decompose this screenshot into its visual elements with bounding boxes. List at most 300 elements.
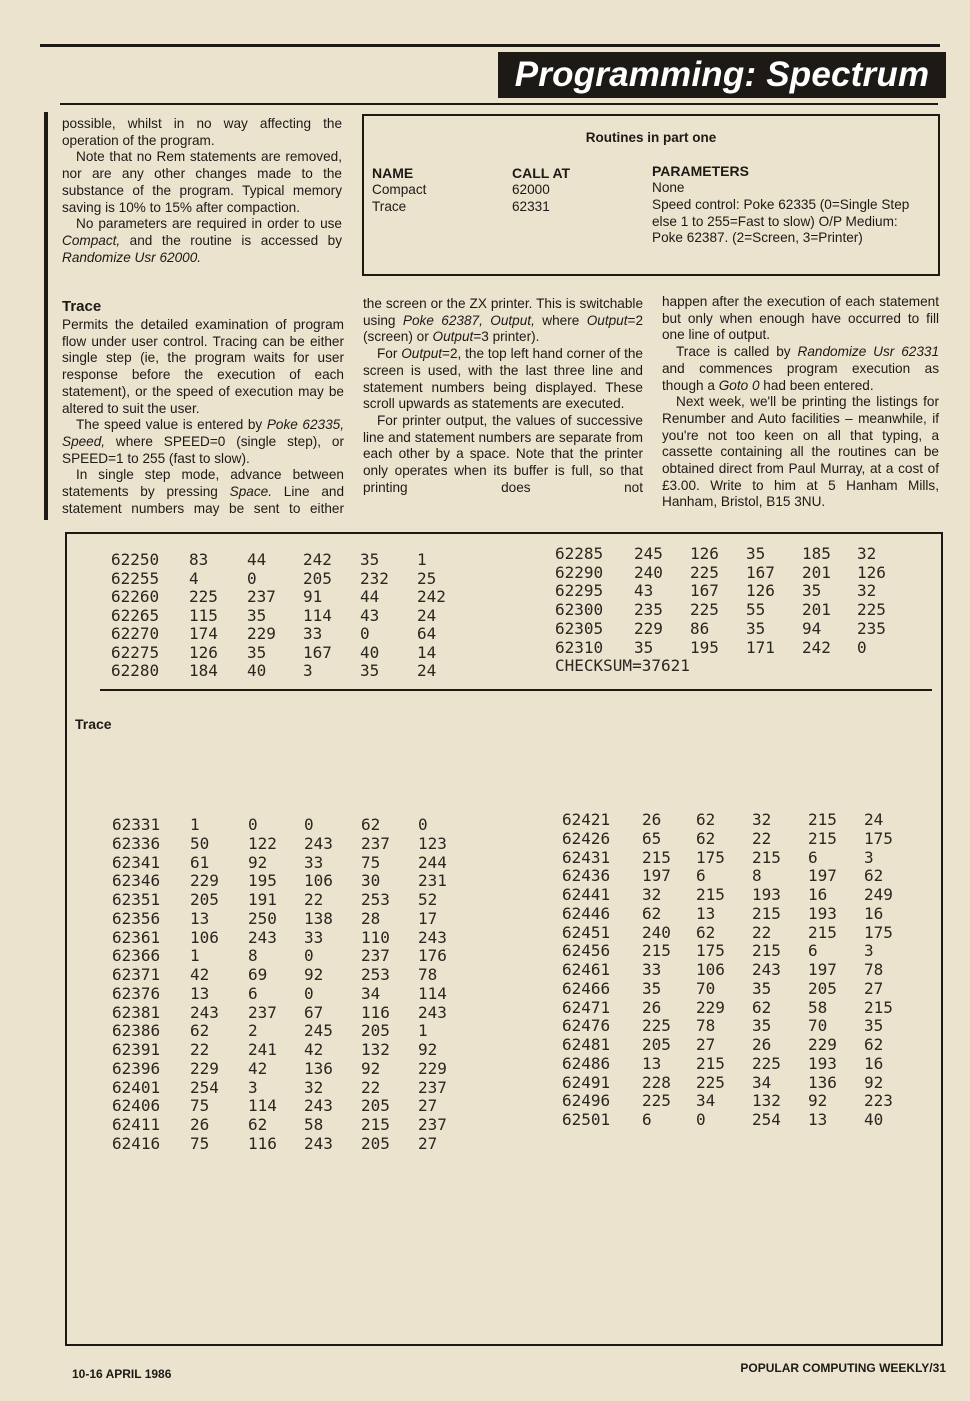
line-address: 62491 xyxy=(562,1072,611,1092)
byte-value: 245 xyxy=(304,1021,333,1041)
byte-value: 195 xyxy=(248,871,277,891)
line-address: 62391 xyxy=(112,1040,161,1059)
byte-value: 35 xyxy=(642,978,662,998)
byte-value: 35 xyxy=(802,581,822,601)
line-address: 62456 xyxy=(562,941,611,961)
byte-value: 253 xyxy=(361,965,390,984)
byte-value: 0 xyxy=(304,983,314,1003)
byte-value: 205 xyxy=(361,1096,390,1116)
byte-value: 205 xyxy=(808,978,837,998)
byte-value: 242 xyxy=(417,587,446,606)
line-address: 62421 xyxy=(562,810,611,829)
byte-value: 126 xyxy=(189,642,218,662)
byte-value: 32 xyxy=(857,581,877,601)
line-address: 62371 xyxy=(112,965,161,984)
byte-value: 28 xyxy=(361,908,381,928)
byte-value: 215 xyxy=(864,997,893,1017)
line-address: 62416 xyxy=(112,1133,161,1153)
trace-heading: Trace xyxy=(62,298,102,315)
line-address: 62290 xyxy=(555,562,604,582)
line-address: 62466 xyxy=(562,978,611,998)
byte-value: 237 xyxy=(418,1077,447,1097)
byte-value: 225 xyxy=(690,562,719,582)
byte-value: 86 xyxy=(690,618,710,638)
byte-value: 35 xyxy=(247,605,267,625)
line-address: 62476 xyxy=(562,1016,611,1036)
byte-value: 61 xyxy=(190,852,210,872)
trace-paragraph-2: The speed value is entered by Poke 62335, Speed, where SPEED=0 (single step), or SPEED=1 to 255 (fast to slow). xyxy=(62,417,344,466)
byte-value: 35 xyxy=(634,637,654,657)
byte-value: 1 xyxy=(417,550,427,569)
byte-value: 4 xyxy=(189,568,199,588)
routine-name: Compact xyxy=(372,182,427,197)
byte-value: 175 xyxy=(864,922,893,942)
byte-value: 197 xyxy=(808,866,837,886)
byte-value: 22 xyxy=(304,890,324,909)
byte-value: 27 xyxy=(864,978,884,998)
byte-value: 205 xyxy=(303,568,332,588)
byte-value: 237 xyxy=(361,833,390,853)
byte-value: 62 xyxy=(864,866,884,886)
byte-value: 205 xyxy=(642,1035,671,1054)
byte-value: 116 xyxy=(248,1133,277,1153)
byte-value: 191 xyxy=(248,890,277,909)
byte-value: 62 xyxy=(696,828,716,848)
byte-value: 44 xyxy=(247,550,267,569)
routine-name: Trace xyxy=(372,199,407,214)
byte-value: 176 xyxy=(418,946,447,966)
byte-value: 0 xyxy=(304,815,314,834)
byte-value: 6 xyxy=(808,847,818,867)
byte-value: 58 xyxy=(808,997,828,1017)
byte-value: 62 xyxy=(696,810,716,829)
line-address: 62496 xyxy=(562,1091,611,1111)
byte-value: 33 xyxy=(304,852,324,872)
byte-value: 62 xyxy=(248,1115,268,1134)
byte-value: 243 xyxy=(418,927,447,947)
byte-value: 240 xyxy=(642,922,671,942)
middle-paragraph-3: For printer output, the values of successive line and statement numbers are separate from each other by a space. Note that the printer only operates when its buffer is full, so that printing does not xyxy=(363,412,643,495)
banner-under-rule xyxy=(60,103,938,105)
byte-value: 215 xyxy=(808,922,837,942)
byte-value: 62 xyxy=(361,815,381,834)
routine-parameters: None xyxy=(652,180,685,195)
byte-value: 13 xyxy=(642,1053,662,1073)
byte-value: 35 xyxy=(247,642,267,662)
byte-value: 244 xyxy=(418,852,447,872)
byte-value: 8 xyxy=(248,946,258,966)
byte-value: 92 xyxy=(248,852,268,872)
byte-value: 16 xyxy=(864,1053,884,1073)
line-address: 62310 xyxy=(555,637,604,657)
byte-value: 225 xyxy=(752,1053,781,1073)
byte-value: 62 xyxy=(642,903,662,923)
routine-call-at: 62000 xyxy=(512,182,550,197)
byte-value: 245 xyxy=(634,544,663,563)
line-address: 62255 xyxy=(111,568,160,588)
byte-value: 126 xyxy=(746,581,775,601)
byte-value: 243 xyxy=(304,833,333,853)
byte-value: 62 xyxy=(864,1035,884,1054)
byte-value: 92 xyxy=(361,1058,381,1078)
intro-column xyxy=(62,116,342,266)
byte-value: 243 xyxy=(190,1002,219,1022)
byte-value: 26 xyxy=(752,1035,772,1054)
line-address: 62366 xyxy=(112,946,161,966)
byte-value: 40 xyxy=(864,1110,884,1129)
byte-value: 243 xyxy=(418,1002,447,1022)
byte-value: 0 xyxy=(247,568,257,588)
byte-value: 44 xyxy=(360,587,380,606)
line-address: 62446 xyxy=(562,903,611,923)
byte-value: 64 xyxy=(417,624,437,643)
byte-value: 35 xyxy=(360,661,380,680)
byte-value: 122 xyxy=(248,833,277,853)
byte-value: 27 xyxy=(696,1035,716,1054)
byte-value: 43 xyxy=(360,605,380,625)
byte-value: 123 xyxy=(418,833,447,853)
byte-value: 215 xyxy=(642,941,671,961)
byte-value: 34 xyxy=(361,983,381,1003)
byte-value: 184 xyxy=(189,661,218,680)
byte-value: 215 xyxy=(752,847,781,867)
byte-value: 136 xyxy=(808,1072,837,1092)
byte-value: 3 xyxy=(303,661,313,680)
byte-value: 70 xyxy=(808,1016,828,1036)
line-address: 62280 xyxy=(111,661,160,680)
byte-value: 83 xyxy=(189,550,209,569)
byte-value: 167 xyxy=(303,642,332,662)
byte-value: 106 xyxy=(190,927,219,947)
byte-value: 8 xyxy=(752,866,762,886)
byte-value: 43 xyxy=(634,581,654,601)
intro-paragraph-3: No parameters are required in order to use Compact, and the routine is accessed by Randomize Usr 62000. xyxy=(62,216,342,265)
line-address: 62386 xyxy=(112,1021,161,1041)
byte-value: 237 xyxy=(248,1002,277,1022)
byte-value: 201 xyxy=(802,562,831,582)
byte-value: 1 xyxy=(190,946,200,966)
byte-value: 254 xyxy=(190,1077,219,1097)
byte-value: 75 xyxy=(361,852,381,872)
line-address: 62401 xyxy=(112,1077,161,1097)
byte-value: 132 xyxy=(752,1091,781,1111)
byte-value: 215 xyxy=(808,828,837,848)
byte-value: 193 xyxy=(752,885,781,904)
byte-value: 13 xyxy=(190,983,210,1003)
byte-value: 132 xyxy=(361,1040,390,1059)
line-address: 62295 xyxy=(555,581,604,601)
line-address: 62275 xyxy=(111,642,160,662)
byte-value: 65 xyxy=(642,828,662,848)
line-address: 62426 xyxy=(562,828,611,848)
byte-value: 3 xyxy=(864,941,874,961)
byte-value: 225 xyxy=(690,600,719,620)
line-address: 62346 xyxy=(112,871,161,891)
byte-value: 215 xyxy=(642,847,671,867)
byte-value: 110 xyxy=(361,927,390,947)
byte-value: 116 xyxy=(361,1002,390,1022)
byte-value: 114 xyxy=(248,1096,277,1116)
byte-value: 78 xyxy=(418,965,438,984)
byte-value: 197 xyxy=(642,866,671,886)
line-address: 62406 xyxy=(112,1096,161,1116)
byte-value: 228 xyxy=(642,1072,671,1092)
middle-paragraph-2: For Output=2, the top left hand corner of the screen is used, with the last three line and statement numbers being displayed. These scroll upwards as statements are executed. xyxy=(363,346,643,412)
byte-value: 225 xyxy=(696,1072,725,1092)
byte-value: 3 xyxy=(248,1077,258,1097)
byte-value: 78 xyxy=(864,960,884,979)
byte-value: 40 xyxy=(247,661,267,680)
right-column xyxy=(662,294,939,511)
byte-value: 136 xyxy=(304,1058,333,1078)
byte-value: 114 xyxy=(303,605,332,625)
byte-value: 215 xyxy=(752,903,781,923)
trace-listing-label: Trace xyxy=(75,716,112,732)
routine-parameters: Speed control: Poke 62335 (0=Single Step else 1 to 255=Fast to slow) O/P Medium: Poke 62387. (2=Screen, 3=Printer) xyxy=(652,197,910,246)
trace-column xyxy=(62,298,344,517)
line-address: 62376 xyxy=(112,983,161,1003)
trace-paragraph-1: Permits the detailed examination of program flow under user control. Tracing can be either single step (ie, the program waits for user response before the execution of each statement), or the speed of execution may be altered to suit the user. xyxy=(62,317,344,416)
line-address: 62441 xyxy=(562,885,611,904)
byte-value: 42 xyxy=(190,965,210,984)
line-address: 62436 xyxy=(562,866,611,886)
byte-value: 243 xyxy=(248,927,277,947)
byte-value: 91 xyxy=(303,587,323,606)
byte-value: 225 xyxy=(857,600,886,620)
byte-value: 193 xyxy=(808,1053,837,1073)
byte-value: 6 xyxy=(248,983,258,1003)
line-address: 62486 xyxy=(562,1053,611,1073)
listing-divider xyxy=(100,689,932,691)
byte-value: 195 xyxy=(690,637,719,657)
byte-value: 42 xyxy=(248,1058,268,1078)
line-address: 62501 xyxy=(562,1110,611,1129)
intro-paragraph-1: possible, whilst in no way affecting the operation of the program. xyxy=(62,116,342,148)
issue-date: 10-16 APRIL 1986 xyxy=(72,1367,172,1381)
byte-value: 35 xyxy=(746,618,766,638)
top-rule xyxy=(40,44,940,47)
byte-value: 33 xyxy=(304,927,324,947)
byte-value: 0 xyxy=(248,815,258,834)
line-address: 62396 xyxy=(112,1058,161,1078)
byte-value: 2 xyxy=(248,1021,258,1041)
byte-value: 58 xyxy=(304,1115,324,1134)
routines-title: Routines in part one xyxy=(585,130,717,145)
byte-value: 1 xyxy=(418,1021,428,1041)
byte-value: 35 xyxy=(360,550,380,569)
byte-value: 26 xyxy=(642,997,662,1017)
byte-value: 22 xyxy=(752,922,772,942)
byte-value: 242 xyxy=(303,550,332,569)
byte-value: 240 xyxy=(634,562,663,582)
byte-value: 229 xyxy=(418,1058,447,1078)
byte-value: 215 xyxy=(361,1115,390,1134)
line-address: 62431 xyxy=(562,847,611,867)
byte-value: 243 xyxy=(304,1096,333,1116)
byte-value: 235 xyxy=(634,600,663,620)
byte-value: 62 xyxy=(696,922,716,942)
byte-value: 201 xyxy=(802,600,831,620)
byte-value: 25 xyxy=(417,568,437,588)
byte-value: 174 xyxy=(189,624,218,643)
trace-paragraph-3: In single step mode, advance between statements by pressing Space. Line and statement numbers may be sent to either xyxy=(62,467,345,516)
byte-value: 167 xyxy=(746,562,775,582)
byte-value: 75 xyxy=(190,1096,210,1116)
byte-value: 237 xyxy=(418,1115,447,1134)
byte-value: 229 xyxy=(808,1035,837,1054)
byte-value: 32 xyxy=(304,1077,324,1097)
line-address: 62461 xyxy=(562,960,611,979)
line-address: 62481 xyxy=(562,1035,611,1054)
byte-value: 3 xyxy=(864,847,874,867)
checksum: CHECKSUM=37621 xyxy=(555,656,690,675)
byte-value: 42 xyxy=(304,1040,324,1059)
byte-value: 0 xyxy=(857,637,867,657)
byte-value: 16 xyxy=(864,903,884,923)
byte-value: 16 xyxy=(808,885,828,904)
page-footer: POPULAR COMPUTING WEEKLY/31 xyxy=(740,1361,946,1375)
routines-table xyxy=(362,114,940,276)
byte-value: 225 xyxy=(189,587,218,606)
byte-value: 229 xyxy=(247,624,276,643)
byte-value: 24 xyxy=(864,810,884,829)
byte-value: 33 xyxy=(303,624,323,643)
intro-paragraph-2: Note that no Rem statements are removed, nor are any other changes made to the substance of the program. Typical memory saving is 10% to 15% after compaction. xyxy=(62,149,342,215)
line-address: 62331 xyxy=(112,815,161,834)
byte-value: 13 xyxy=(808,1110,828,1129)
byte-value: 115 xyxy=(189,605,218,625)
line-address: 62451 xyxy=(562,922,611,942)
right-paragraph-2: Trace is called by Randomize Usr 62331 and commences program execution as though a Goto 0 had been entered. xyxy=(662,344,939,393)
byte-value: 241 xyxy=(248,1040,277,1059)
byte-value: 13 xyxy=(190,908,210,928)
byte-value: 6 xyxy=(642,1110,652,1129)
byte-value: 254 xyxy=(752,1110,781,1129)
byte-value: 205 xyxy=(361,1133,390,1153)
line-address: 62265 xyxy=(111,605,160,625)
right-paragraph-1: happen after the execution of each statement but only when enough have occurred to fill one line of output. xyxy=(662,294,939,343)
byte-value: 175 xyxy=(696,847,725,867)
header-call-at: CALL AT xyxy=(512,165,571,181)
byte-value: 32 xyxy=(857,544,877,563)
right-paragraph-3: Next week, we'll be printing the listings for Renumber and Auto facilities – meanwhile, if you're not too keen on all that typing, a cassette containing all the routines can be obtained direct from Paul Murray, at a cost of £3.00. Write to him at 5 Hanham Mills, Hanham, Bristol, B15 3NU. xyxy=(662,394,939,510)
byte-value: 33 xyxy=(642,960,662,979)
byte-value: 242 xyxy=(802,637,831,657)
byte-value: 249 xyxy=(864,885,893,904)
byte-value: 193 xyxy=(808,903,837,923)
byte-value: 6 xyxy=(808,941,818,961)
byte-value: 106 xyxy=(696,960,725,979)
line-address: 62341 xyxy=(112,852,161,872)
byte-value: 185 xyxy=(802,544,831,563)
byte-value: 229 xyxy=(696,997,725,1017)
byte-value: 40 xyxy=(360,642,380,662)
byte-value: 232 xyxy=(360,568,389,588)
byte-value: 92 xyxy=(304,965,324,984)
line-address: 62361 xyxy=(112,927,161,947)
byte-value: 27 xyxy=(418,1096,438,1116)
byte-value: 229 xyxy=(634,618,663,638)
byte-value: 35 xyxy=(752,1016,772,1036)
byte-value: 237 xyxy=(247,587,276,606)
byte-value: 34 xyxy=(696,1091,716,1111)
line-address: 62250 xyxy=(111,550,160,569)
byte-value: 26 xyxy=(190,1115,210,1134)
byte-value: 62 xyxy=(190,1021,210,1041)
byte-value: 215 xyxy=(808,810,837,829)
byte-value: 69 xyxy=(248,965,268,984)
line-address: 62300 xyxy=(555,600,604,620)
byte-value: 223 xyxy=(864,1091,893,1111)
byte-value: 229 xyxy=(190,1058,219,1078)
byte-value: 175 xyxy=(864,828,893,848)
byte-value: 94 xyxy=(802,618,822,638)
byte-value: 243 xyxy=(752,960,781,979)
line-address: 62411 xyxy=(112,1115,161,1134)
byte-value: 106 xyxy=(304,871,333,891)
byte-value: 126 xyxy=(857,562,886,582)
byte-value: 205 xyxy=(190,890,219,909)
byte-value: 32 xyxy=(752,810,772,829)
byte-value: 75 xyxy=(190,1133,210,1153)
byte-value: 0 xyxy=(360,624,370,643)
byte-value: 62 xyxy=(752,997,772,1017)
byte-value: 205 xyxy=(361,1021,390,1041)
byte-value: 35 xyxy=(752,978,772,998)
byte-value: 215 xyxy=(696,885,725,904)
routine-call-at: 62331 xyxy=(512,199,550,214)
middle-paragraph-1: the screen or the ZX printer. This is switchable using Poke 62387, Output, where Output=2 (screen) or Output=3 printer). xyxy=(363,296,643,345)
line-address: 62285 xyxy=(555,544,604,563)
byte-value: 26 xyxy=(642,810,662,829)
line-address: 62381 xyxy=(112,1002,161,1022)
byte-value: 225 xyxy=(642,1016,671,1036)
header-name: NAME xyxy=(372,165,414,181)
byte-value: 138 xyxy=(304,908,333,928)
byte-value: 22 xyxy=(752,828,772,848)
line-address: 62270 xyxy=(111,624,160,643)
byte-value: 6 xyxy=(696,866,706,886)
byte-value: 92 xyxy=(808,1091,828,1111)
byte-value: 1 xyxy=(190,815,200,834)
byte-value: 35 xyxy=(746,544,766,563)
section-title: Programming: Spectrum xyxy=(498,52,946,98)
byte-value: 114 xyxy=(418,983,447,1003)
byte-value: 13 xyxy=(696,903,716,923)
line-address: 62305 xyxy=(555,618,604,638)
byte-value: 235 xyxy=(857,618,886,638)
byte-value: 70 xyxy=(696,978,716,998)
byte-value: 78 xyxy=(696,1016,716,1036)
line-address: 62356 xyxy=(112,908,161,928)
byte-value: 22 xyxy=(190,1040,210,1059)
byte-value: 92 xyxy=(864,1072,884,1092)
middle-column xyxy=(363,296,643,496)
byte-value: 126 xyxy=(690,544,719,563)
byte-value: 197 xyxy=(808,960,837,979)
byte-value: 0 xyxy=(696,1110,706,1129)
byte-value: 92 xyxy=(418,1040,438,1059)
byte-value: 167 xyxy=(690,581,719,601)
byte-value: 237 xyxy=(361,946,390,966)
byte-value: 24 xyxy=(417,605,437,625)
byte-value: 171 xyxy=(746,637,775,657)
byte-value: 225 xyxy=(642,1091,671,1111)
byte-value: 215 xyxy=(752,941,781,961)
byte-value: 22 xyxy=(361,1077,381,1097)
left-margin-bar xyxy=(44,112,48,520)
byte-value: 250 xyxy=(248,908,277,928)
